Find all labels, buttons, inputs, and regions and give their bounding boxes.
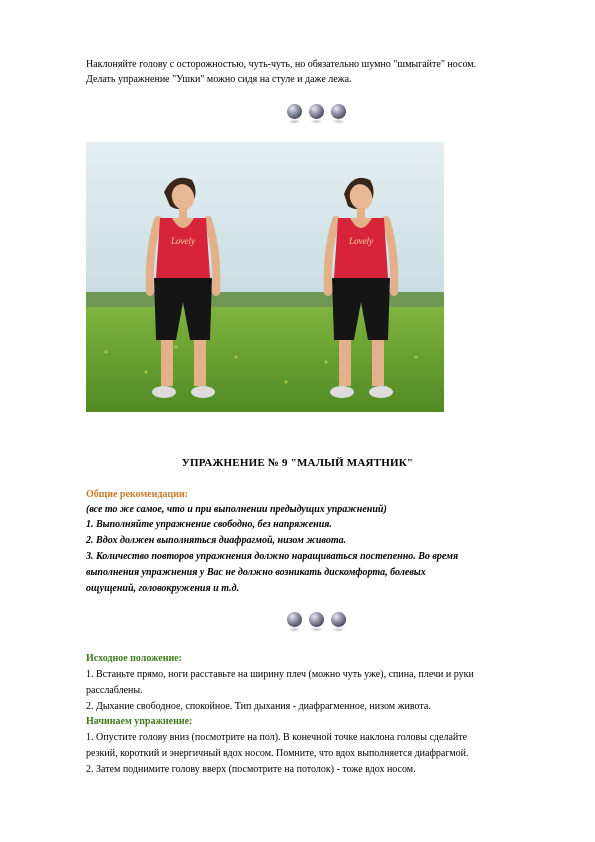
general-line: 3. Количество повторов упражнения должно наращиваться постепенно. Во время [86, 551, 459, 562]
shirt-text: Lovely [171, 236, 195, 246]
dot-icon [309, 612, 324, 627]
start-line: 1. Встаньте прямо, ноги расставьте на ширину плеч (можно чуть уже), спина, плечи и руки [86, 669, 474, 680]
dot-icon [287, 104, 302, 119]
intro-line-1: Наклоняйте голову с осторожностью, чуть-чуть, но обязательно шумно "шмыгайте" носом. [86, 59, 477, 70]
general-heading: Общие рекомендации: [86, 489, 189, 500]
exercise-photo [86, 142, 444, 412]
begin-line: резкий, короткий и энергичный вдох носом. Помните, что вдох выполняется диафрагмой. [86, 748, 469, 759]
begin-heading: Начинаем упражнение: [86, 716, 193, 727]
dot-icon [309, 104, 324, 119]
begin-line: 2. Затем поднимите голову вверх (посмотрите на потолок) - тоже вдох носом. [86, 764, 416, 775]
general-line: 2. Вдох должен выполняться диафрагмой, низом живота. [86, 535, 347, 546]
dot-icon [331, 612, 346, 627]
separator-dots [287, 104, 353, 126]
general-line: выполнения упражнения у Вас не должно возникать дискомфорта, болевых [86, 567, 426, 578]
dot-icon [287, 612, 302, 627]
dot-icon [331, 104, 346, 119]
start-line: 2. Дыхание свободное, спокойное. Тип дыхания - диафрагменное, низом живота. [86, 701, 431, 712]
shirt-text: Lovely [349, 236, 373, 246]
start-heading: Исходное положение: [86, 653, 183, 664]
general-line: 1. Выполняйте упражнение свободно, без напряжения. [86, 519, 332, 530]
general-line: ощущений, головокружения и т.д. [86, 583, 240, 594]
general-line: (все то же самое, что и при выполнении предыдущих упражнений) [86, 504, 387, 515]
separator-dots [287, 612, 353, 634]
intro-line-2: Делать упражнение "Ушки" можно сидя на стуле и даже лежа. [86, 74, 352, 85]
exercise-title: УПРАЖНЕНИЕ № 9 "МАЛЫЙ МАЯТНИК" [181, 457, 414, 469]
start-line: расслаблены. [86, 685, 143, 696]
begin-line: 1. Опустите голову вниз (посмотрите на пол). В конечной точке наклона головы сделайте [86, 732, 468, 743]
